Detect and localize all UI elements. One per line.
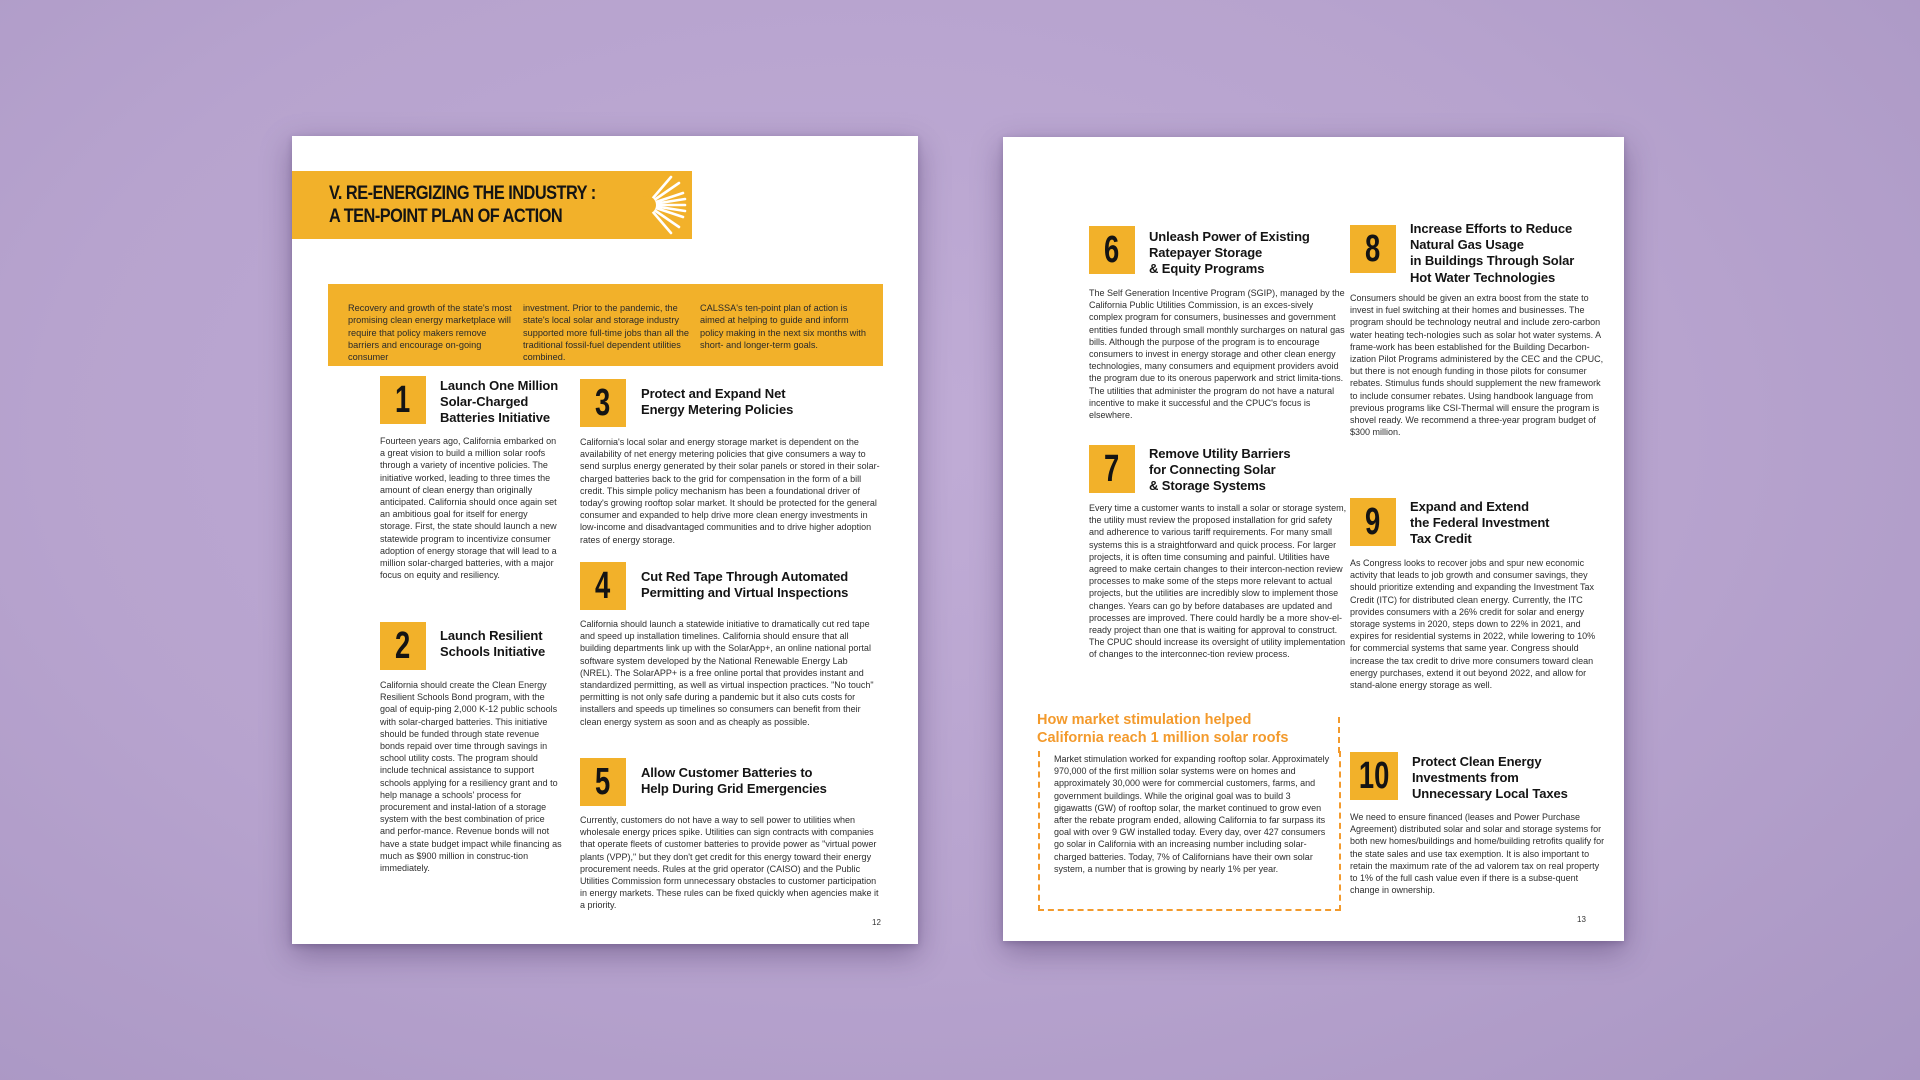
item-number-7: 7 — [1089, 445, 1135, 493]
intro-column-3: CALSSA's ten-point plan of action is aimed at helping to guide and inform policy making in the next six months with short- and longer-term goals. — [700, 303, 866, 351]
item-number-3: 3 — [580, 379, 626, 427]
callout-title: How market stimulation helped California reach 1 million solar roofs — [1037, 712, 1289, 746]
sunburst-icon — [641, 175, 689, 235]
item-body-8: Consumers should be given an extra boost from the state to invest in fuel switching at their homes and businesses. The program should be technology neutral and include zero-carbon water heating tech-nologies such as solar hot water systems. A frame-work has been established for the Building Decarbon-ization Pilot Programs administered by the CEC and the CPUC, but there is not enough funding in those pilots for consumer rebates. Stimulus funds should supplement the new framework to include consumer rebates. Using handbook language from previous programs like CSI-Thermal will ensure the program is shovel ready. We recommend a three-year program budget of $300 million. — [1350, 293, 1604, 438]
callout-box — [1038, 751, 1341, 911]
callout-dash-edge — [1338, 717, 1340, 753]
page-number: 13 — [1577, 915, 1586, 924]
page-number: 12 — [872, 918, 881, 927]
intro-column-2: investment. Prior to the pandemic, the state's local solar and storage industry supported more full-time jobs than all the traditional fossil-fuel dependent utilities combined. — [523, 303, 689, 363]
item-title-2: Launch Resilient Schools Initiative — [440, 628, 546, 660]
item-title-1: Launch One Million Solar-Charged Batteries Initiative — [440, 378, 559, 426]
item-body-2: California should create the Clean Energy Resilient Schools Bond program, with the goal of equip-ping 2,000 K-12 public schools with solar-charged batteries. This initiative should be funded through state revenue bonds repaid over time through savings in school utility costs. The program should include technical assistance to support schools applying for a resiliency grant and to help manage a schools' process for procurement and instal-lation of a storage system with the best combination of price and perfor-mance. Revenue bonds will not have a state budget impact while financing as much as $900 million in construc-tion immediately. — [380, 680, 562, 874]
intro-column-1: Recovery and growth of the state's most promising clean energy marketplace will require that policy makers remove barriers and encourage on-going consumer — [348, 303, 512, 363]
item-number-8: 8 — [1350, 225, 1396, 273]
item-title-5: Allow Customer Batteries to Help During Grid Emergencies — [641, 765, 827, 797]
item-number-6: 6 — [1089, 226, 1135, 274]
item-number-2: 2 — [380, 622, 426, 670]
item-title-8: Increase Efforts to Reduce Natural Gas Usage in Buildings Through Solar Hot Water Technologies — [1410, 221, 1575, 285]
item-body-10: We need to ensure financed (leases and Power Purchase Agreement) distributed solar and solar and storage systems for both new homes/buildings and home/building retrofits qualify for the state sales and use tax exemption. It is also important to retain the maximum rate of the ad valorem tax on real property to 1% of the full cash value even if there is a subse-quent change in ownership. — [1350, 812, 1605, 896]
right-page — [1003, 137, 1624, 941]
item-body-3: California's local solar and energy storage market is dependent on the availability of net energy metering policies that give consumers a way to send surplus energy generated by their solar panels or stored in their solar-charged batteries back to the grid for compensation in the form of a bill credit. This simple policy mechanism has been a foundational driver of today's growing rooftop solar market. It should be protected for the general consumer and expanded to help drive more clean energy investments in low-income and disadvantaged communities and to drive higher adoption rates of energy storage. — [580, 437, 880, 545]
item-title-10: Protect Clean Energy Investments from Unnecessary Local Taxes — [1412, 754, 1568, 802]
item-body-9: As Congress looks to recover jobs and spur new economic activity that leads to job growth and consumer savings, they should prioritize extending and expanding the Investment Tax Credit (ITC) for distributed clean energy. Currently, the ITC provides consumers with a 26% credit for solar and energy storage systems in 2020, steps down to 22% in 2021, and expires for residential systems in 2022, while lowering to 10% for commercial systems that same year. Congress should increase the tax credit to drive more consumers toward clean energy purchases, extend it out beyond 2022, and allow for stand-alone energy storage as well. — [1350, 558, 1596, 691]
item-body-5: Currently, customers do not have a way to sell power to utilities when wholesale energy prices spike. Utilities can sign contracts with companies that operate fleets of customer batteries to provide power as "virtual power plants (VPP)," but they don't get credit for this energy toward their energy procurement needs. Rules at the grid operator (CAISO) and the Public Utilities Commission form unnecessary obstacles to customer participation in energy markets. These rules can be fixed quickly when agencies make it a priority. — [580, 815, 879, 911]
item-number-9: 9 — [1350, 498, 1396, 546]
item-body-1: Fourteen years ago, California embarked on a great vision to build a million solar roofs through a variety of incentive policies. The initiative worked, leading to three times the amount of clean energy than originally anticipated. California should once again set an ambitious goal for itself for energy storage. First, the state should launch a new statewide program to incentivize consumer adoption of energy storage that will lead to a million solar-charged batteries, with a major focus on equity and resiliency. — [380, 436, 557, 581]
left-page — [292, 136, 918, 944]
item-number-5: 5 — [580, 758, 626, 806]
item-body-7: Every time a customer wants to install a solar or storage system, the utility must review the proposed installation for grid safety and adherence to various tariff requirements. For many small systems this is a straightforward and quick process. For larger projects, it is often time consuming and painful. Utilities have agreed to make certain changes to their intercon-nection review processes to make some of the steps more relevant to actual projects, but the utilities are incredibly slow to implement those changes. Years can go by before databases are updated and processes are improved. There could hardly be a more shov-el-ready project than one that is waiting for approval to construct. The CPUC should increase its oversight of utility implementation of changes to the interconnec-tion review process. — [1089, 503, 1347, 660]
item-body-6: The Self Generation Incentive Program (SGIP), managed by the California Public Utilities Commission, is an exces-sively complex program for consumers, businesses and government entities funded through small monthly surcharges on natural gas bills. Although the purpose of the program is to encourage consumers to invest in energy storage and other clean energy technologies, many consumers and equipment providers avoid the program due to its onerous paperwork and strict limita-tions. The utilities that administer the program do not have a natural incentive to make it successful and the CPUC's focus is elsewhere. — [1089, 288, 1345, 421]
item-title-9: Expand and Extend the Federal Investment Tax Credit — [1410, 499, 1550, 547]
intro-box — [328, 284, 883, 366]
item-title-7: Remove Utility Barriers for Connecting Solar & Storage Systems — [1149, 446, 1291, 494]
callout-body: Market stimulation worked for expanding rooftop solar. Approximately 970,000 of the first million solar systems were on homes and approximately 30,000 were for commercial customers, farms, and government buildings. While the original goal was to build 3 gigawatts (GW) of rooftop solar, the market continued to grow even after the rebate program ended, allowing California to far surpass its goal with over 9 GW installed today. Every day, over 427 consumers go solar in California with an increasing number including solar-charged batteries. Today, 7% of Californians have their own solar system, a number that is growing by nearly 1% per year. — [1054, 754, 1330, 874]
item-title-3: Protect and Expand Net Energy Metering Policies — [641, 386, 794, 418]
section-title: V. RE-ENERGIZING THE INDUSTRY : A TEN-POINT PLAN OF ACTION — [329, 183, 596, 227]
item-title-6: Unleash Power of Existing Ratepayer Storage & Equity Programs — [1149, 229, 1310, 277]
item-number-10: 10 — [1350, 752, 1398, 800]
item-body-4: California should launch a statewide initiative to dramatically cut red tape and speed up installation timelines. California should ensure that all building departments link up with the SolarApp+, an online national portal software system developed by the National Renewable Energy Lab (NREL). The SolarAPP+ is a free online portal that provides instant and standardized permitting, as well as virtual inspection practices. "No touch" permitting is not only safe during a pandemic but it also cuts costs for installers and speeds up timelines so consumers can benefit from their clean energy system as soon and as cheaply as possible. — [580, 619, 874, 727]
item-number-4: 4 — [580, 562, 626, 610]
section-header-bar — [292, 171, 692, 239]
item-title-4: Cut Red Tape Through Automated Permitting and Virtual Inspections — [641, 569, 849, 601]
item-number-1: 1 — [380, 376, 426, 424]
